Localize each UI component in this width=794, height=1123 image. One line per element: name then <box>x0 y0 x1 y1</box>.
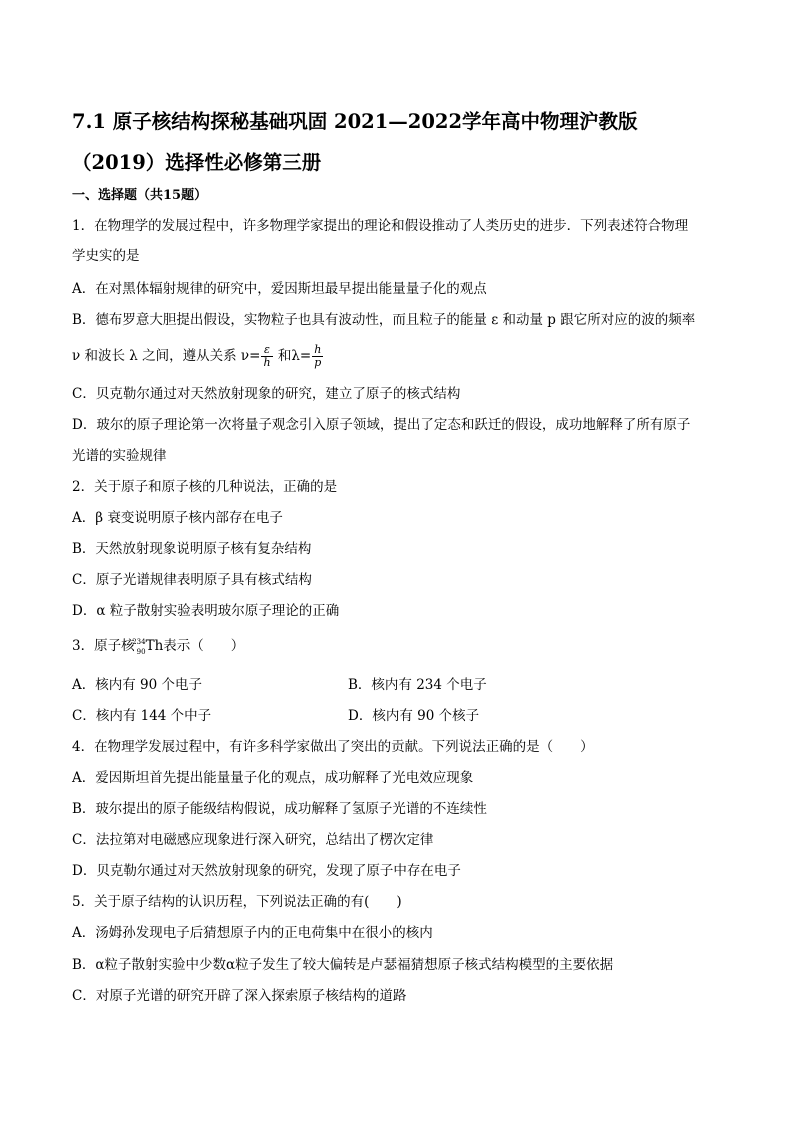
q1-option-b-line1: B．德布罗意大胆提出假设，实物粒子也具有波动性，而且粒子的能量 ε 和动量 p 跟它所对应的波的频率 <box>72 312 696 328</box>
q1-formula-lambda <box>312 344 323 369</box>
doc-title-line2: （2019）选择性必修第三册 <box>72 151 322 174</box>
q5-option-b: B．α粒子散射实验中少数α粒子发生了较大偏转是卢瑟福猜想原子核式结构模型的主要依据 <box>72 957 614 973</box>
q5-option-c: C．对原子光谱的研究开辟了深入探索原子核结构的道路 <box>72 988 407 1004</box>
q1-stem-line2: 学史实的是 <box>72 248 140 264</box>
q1-frac1-num: ε <box>261 344 272 357</box>
q5-stem: 5．关于原子结构的认识历程，下列说法正确的有( ) <box>72 894 402 910</box>
q3-mass-number: 234 <box>132 637 146 646</box>
q3-stem <box>72 636 244 656</box>
section-heading: 一、选择题（共15题） <box>72 188 208 203</box>
q2-option-c: C．原子光谱规律表明原子具有核式结构 <box>72 572 312 588</box>
q4-option-b: B．玻尔提出的原子能级结构假说，成功解释了氢原子光谱的不连续性 <box>72 801 487 817</box>
q1-option-a: A．在对黑体辐射规律的研究中，爱因斯坦最早提出能量量子化的观点 <box>72 281 487 297</box>
q3-stem-post: 表示（ ） <box>163 638 245 654</box>
q1-formula-nu <box>261 344 272 369</box>
q3-isotope-notation <box>132 637 146 656</box>
q1-option-b-line2-mid: 和λ= <box>273 348 312 364</box>
q3-option-c: C．核内有 144 个中子 <box>72 708 212 724</box>
q1-option-d-line1: D．玻尔的原子理论第一次将量子观念引入原子领域，提出了定态和跃迁的假设，成功地解释了所有原子 <box>72 417 691 433</box>
q3-option-b: B．核内有 234 个电子 <box>348 677 487 693</box>
q1-option-b-line2-pre: ν 和波长 λ 之间，遵从关系 ν= <box>72 348 261 364</box>
q1-stem-line1: 1．在物理学的发展过程中，许多物理学家提出的理论和假设推动了人类历史的进步．下列表述符合物理 <box>72 218 689 234</box>
q2-option-b: B．天然放射现象说明原子核有复杂结构 <box>72 541 312 557</box>
q5-option-a: A．汤姆孙发现电子后猜想原子内的正电荷集中在很小的核内 <box>72 925 433 941</box>
q1-option-c: C．贝克勒尔通过对天然放射现象的研究，建立了原子的核式结构 <box>72 386 461 402</box>
q3-option-d: D．核内有 90 个核子 <box>348 708 480 724</box>
q1-frac2-num: h <box>314 343 322 356</box>
q3-atomic-number: 90 <box>136 647 146 656</box>
q2-option-d: D．α 粒子散射实验表明玻尔原子理论的正确 <box>72 603 340 619</box>
q1-frac2-den: p <box>314 356 322 369</box>
doc-title-line1: 7.1 原子核结构探秘基础巩固 2021—2022学年高中物理沪教版 <box>72 110 638 133</box>
q2-stem: 2．关于原子和原子核的几种说法，正确的是 <box>72 479 338 495</box>
q4-option-a: A．爱因斯坦首先提出能量量子化的观点，成功解释了光电效应现象 <box>72 770 474 786</box>
q1-option-d-line2: 光谱的实验规律 <box>72 448 167 464</box>
q4-option-d: D．贝克勒尔通过对天然放射现象的研究，发现了原子中存在电子 <box>72 863 461 879</box>
q1-option-b-line2 <box>72 344 324 369</box>
q3-option-a: A．核内有 90 个电子 <box>72 677 203 693</box>
q1-frac1-den: h <box>263 356 271 369</box>
q3-stem-pre: 3．原子核 <box>72 638 135 654</box>
q3-symbol: Th <box>145 638 164 654</box>
q4-stem: 4．在物理学发展过程中，有许多科学家做出了突出的贡献。下列说法正确的是（ ） <box>72 739 594 755</box>
q4-option-c: C．法拉第对电磁感应现象进行深入研究，总结出了楞次定律 <box>72 832 434 848</box>
q2-option-a: A．β 衰变说明原子核内部存在电子 <box>72 510 283 526</box>
